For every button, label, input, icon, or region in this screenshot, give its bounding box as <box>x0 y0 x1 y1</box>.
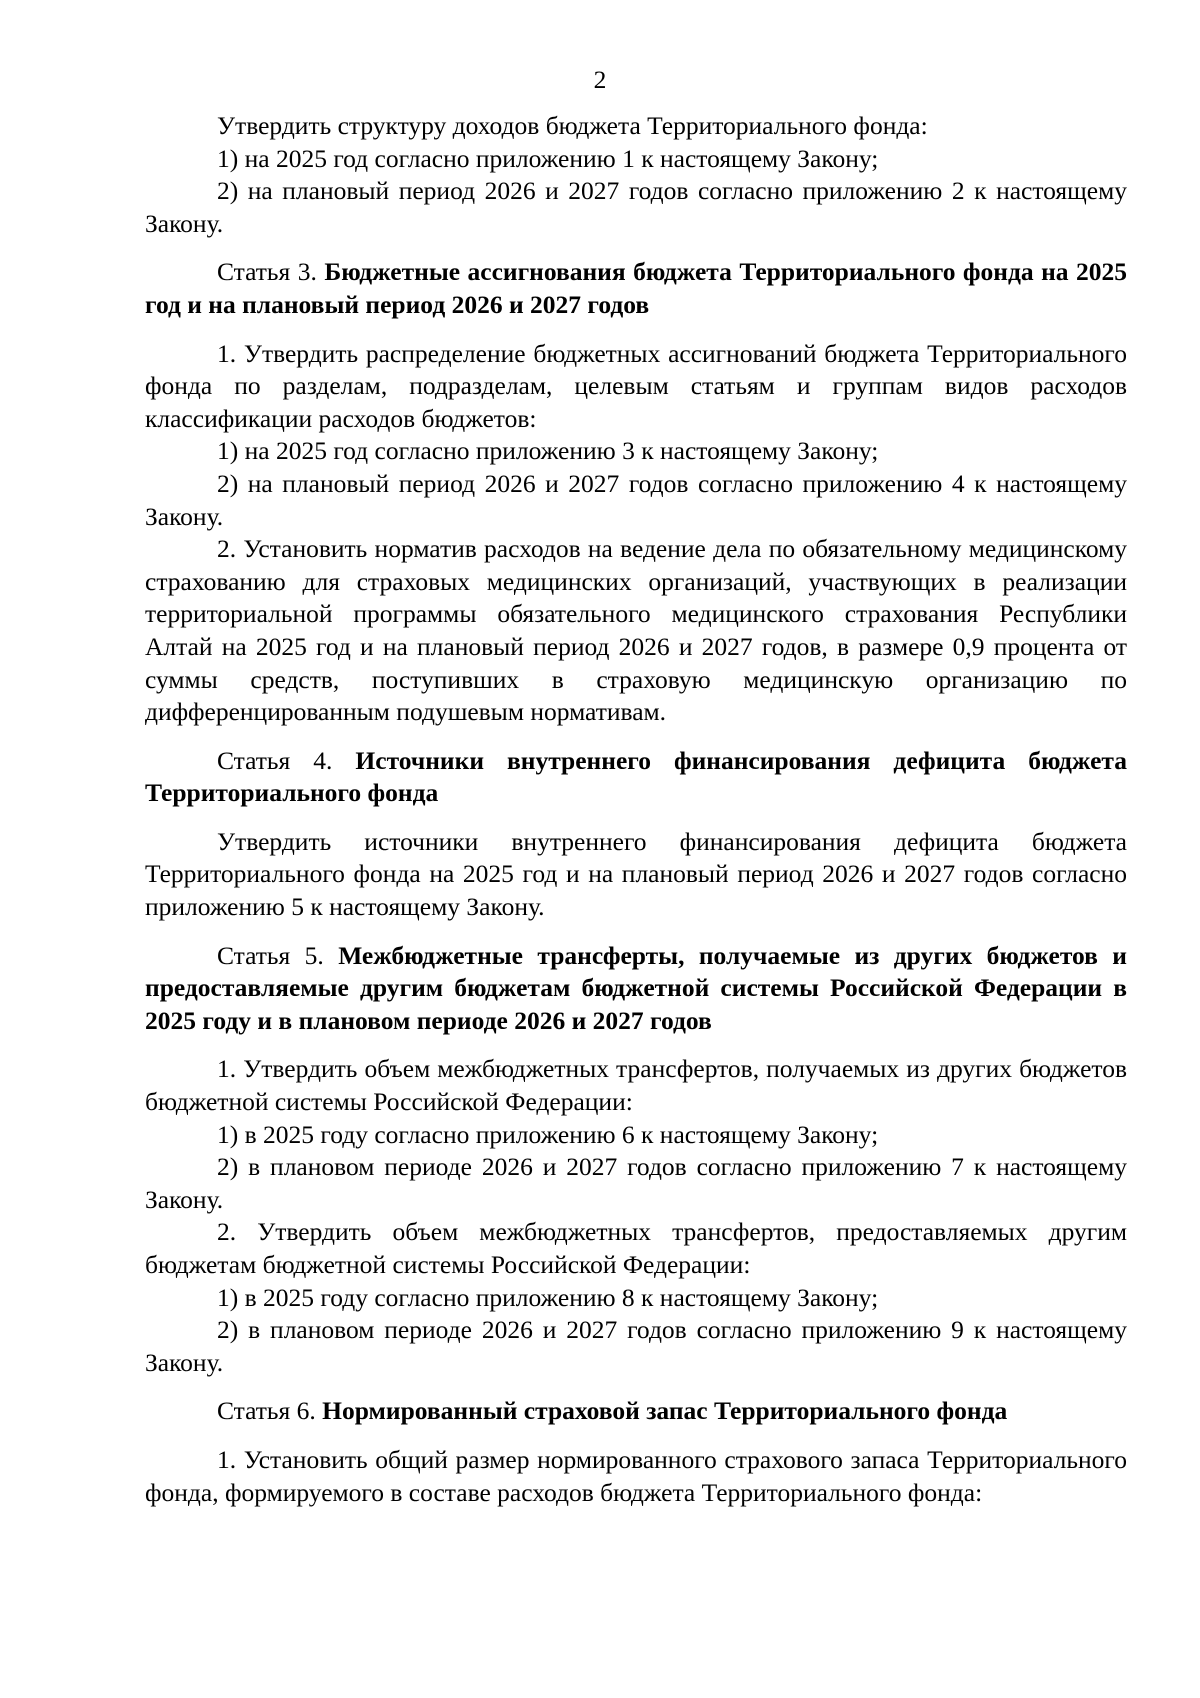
page-number: 2 <box>593 65 607 94</box>
article-3-heading <box>145 256 1127 321</box>
article-5-title: Межбюджетные трансферты, получаемые из других бюджетов и предоставляемые другим бюджетам бюджетной системы Российской Федерации в 2025 году и в плановом периоде 2026 и 2027 годов <box>145 940 1127 1035</box>
intro-text: Утвердить структуру доходов бюджета Территориального фонда: <box>217 111 928 140</box>
article-5-item-3: 1) в 2025 году согласно приложению 8 к настоящему Закону; <box>217 1282 879 1312</box>
article-3-item-1: 1) на 2025 год согласно приложению 3 к настоящему Закону; <box>217 436 879 466</box>
article-3-paragraph-1: 1. Утвердить распределение бюджетных ассигнований бюджета Территориального фонда по разделам, подразделам, целевым статьям и группам видов расходов классификации расходов бюджетов: <box>145 338 1127 433</box>
article-4-paragraph-1: Утвердить источники внутреннего финансирования дефицита бюджета Территориального фонда на 2025 год и на плановый период 2026 и 2027 годов согласно приложению 5 к настоящему Закону. <box>145 826 1127 922</box>
article-5-item-1: 1) в 2025 году согласно приложению 6 к настоящему Закону; <box>217 1119 879 1149</box>
article-4-prefix: Статья 4. <box>217 745 333 775</box>
article-5-prefix: Статья 5. <box>217 940 324 970</box>
article-3-title: Бюджетные ассигнования бюджета Территориального фонда на 2025 год и на плановый период 2026 и 2027 годов <box>145 257 1128 319</box>
article-4-title: Источники внутреннего финансирования дефицита бюджета Территориального фонда <box>145 745 1127 808</box>
document-body <box>145 110 1127 1509</box>
article-6-heading <box>145 1395 1127 1428</box>
article-3-paragraph-2: 2. Установить норматив расходов на ведение дела по обязательному медицинскому страхованию для страховых медицинских организаций, участвующих в реализации территориальной программы обязательного медицинского страхования Республики Алтай на 2025 год и на плановый период 2026 и 2027 годов, в размере 0,9 процента от суммы средств, поступивших в страховую медицинскую организацию по дифференцированным подушевым нормативам. <box>145 534 1127 727</box>
intro-item-2: 2) на плановый период 2026 и 2027 годов согласно приложению 2 к настоящему Закону. <box>145 176 1127 238</box>
article-5-paragraph-1: 1. Утвердить объем межбюджетных трансфертов, получаемых из других бюджетов бюджетной системы Российской Федерации: <box>145 1054 1127 1117</box>
article-5-paragraph-2: 2. Утвердить объем межбюджетных трансфертов, предоставляемых другим бюджетам бюджетной системы Российской Федерации: <box>145 1217 1127 1279</box>
article-5-item-2: 2) в плановом периоде 2026 и 2027 годов согласно приложению 7 к настоящему Закону. <box>145 1152 1127 1214</box>
article-4-heading <box>145 745 1127 810</box>
article-5-heading <box>145 940 1127 1038</box>
intro-item-1: 1) на 2025 год согласно приложению 1 к настоящему Закону; <box>217 143 879 173</box>
article-6-title: Нормированный страховой запас Территориального фонда <box>322 1396 1008 1426</box>
article-6-paragraph-1: 1. Установить общий размер нормированного страхового запаса Территориального фонда, формируемого в составе расходов бюджета Территориального фонда: <box>145 1444 1127 1507</box>
article-3-item-2: 2) на плановый период 2026 и 2027 годов согласно приложению 4 к настоящему Закону. <box>145 468 1127 531</box>
article-3-prefix: Статья 3. <box>217 257 317 287</box>
article-6-prefix: Статья 6. <box>217 1396 316 1426</box>
article-5-item-4: 2) в плановом периоде 2026 и 2027 годов согласно приложению 9 к настоящему Закону. <box>145 1315 1127 1377</box>
